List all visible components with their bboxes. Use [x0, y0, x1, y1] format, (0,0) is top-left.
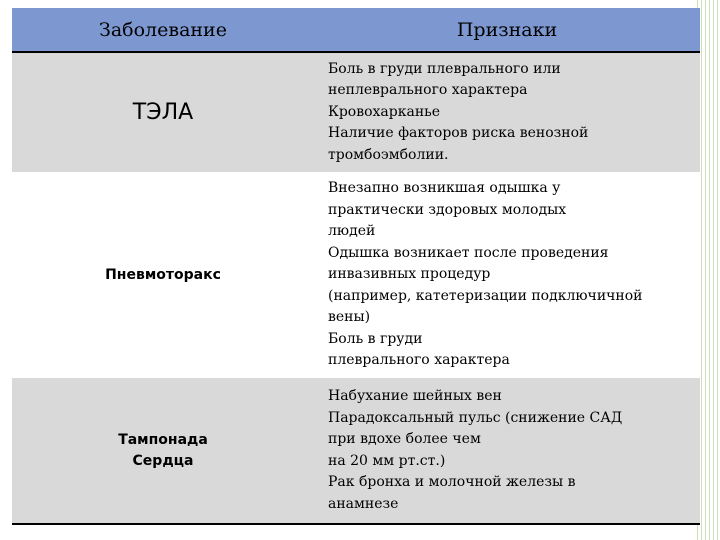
sign-line: при вдохе более чем — [328, 431, 481, 447]
sign-line: Внезапно возникшая одышка у — [328, 180, 561, 197]
sign-line: на 20 мм рт.ст.) — [328, 452, 446, 469]
sign-line: Боль в груди плеврального или — [328, 60, 561, 77]
signs-cell — [314, 172, 700, 378]
table-container — [12, 8, 700, 525]
disease-line: Сердца — [132, 452, 194, 469]
disease-cell: ТЭЛА — [12, 52, 314, 172]
sign-line: Набухание шейных вен — [328, 388, 502, 404]
sign-line: Наличие факторов риска венозной — [328, 125, 589, 142]
sign-line: Кровохарканье — [328, 103, 441, 120]
table-row — [12, 172, 700, 378]
sign-line: неплеврального характера — [328, 82, 528, 99]
sign-line: Парадоксальный пульс (снижение САД — [328, 409, 623, 426]
disease-cell — [12, 378, 314, 524]
table-row — [12, 52, 700, 172]
header-signs: Признаки — [314, 8, 700, 52]
sign-line: анамнезе — [328, 495, 399, 512]
disease-cell: Пневмоторакс — [12, 172, 314, 378]
sign-line: вены) — [328, 309, 371, 326]
sign-line: тромбоэмболии. — [328, 146, 449, 163]
table-header-row — [12, 8, 700, 52]
sign-line: людей — [328, 223, 376, 240]
sign-line: Боль в груди — [328, 330, 423, 347]
sign-line: плеврального характера — [328, 352, 510, 369]
signs-cell — [314, 52, 700, 172]
sign-line: инвазивных процедур — [328, 266, 491, 283]
sign-line: практически здоровых молодых — [328, 201, 567, 218]
disease-line: Тампонада — [118, 431, 208, 448]
table-row — [12, 378, 700, 524]
sign-line: Рак бронха и молочной железы в — [328, 474, 576, 490]
diagnosis-table — [12, 8, 700, 525]
sign-line: (например, катетеризации подключичной — [328, 287, 643, 304]
signs-cell — [314, 378, 700, 524]
sign-line: Одышка возникает после проведения — [328, 244, 609, 261]
header-disease: Заболевание — [12, 8, 314, 52]
